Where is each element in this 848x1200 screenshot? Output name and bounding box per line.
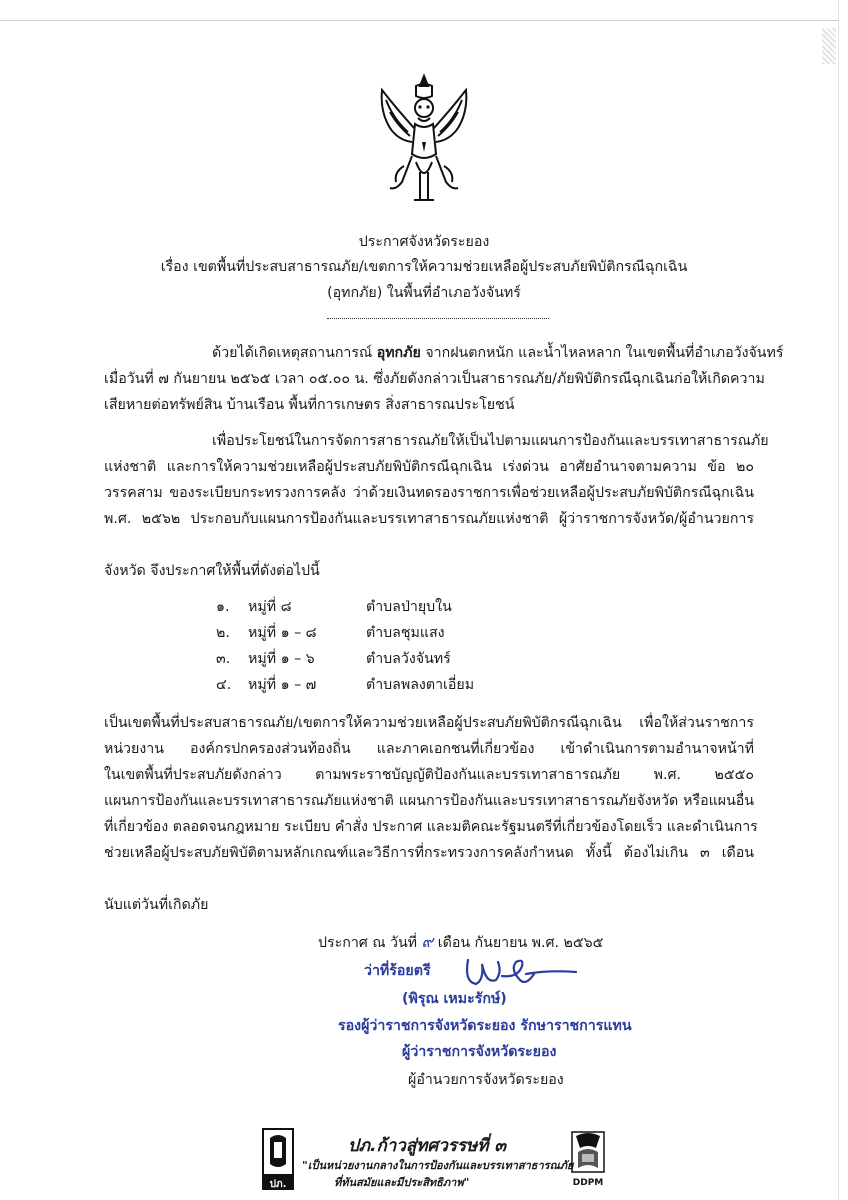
para1-line3: เสียหายต่อทรัพย์สิน บ้านเรือน พื้นที่การเกษตร สิ่งสาธารณประโยชน์ [104, 397, 515, 413]
subdistrict-name: ตำบลชุมแสง [366, 625, 445, 641]
para3-line4: แผนการป้องกันและบรรเทาสาธารณภัยแห่งชาติ แผนการป้องกันและบรรเทาสาธารณภัยจังหวัด หรือแผนอื่น [104, 793, 754, 809]
signatory-name: (พิรุณ เหมะรักษ์) [402, 991, 507, 1007]
announcement-month-year: เดือน กันยายน พ.ศ. ๒๕๖๕ [437, 935, 604, 951]
ddpm-logo-left [262, 1128, 294, 1190]
subdistrict-name: ตำบลป่ายุบใน [366, 599, 452, 615]
para1-line1 [212, 342, 784, 364]
para3-line6: ช่วยเหลือผู้ประสบภัยพิบัติตามหลักเกณฑ์และวิธีการที่กระทรวงการคลังกำหนด ทั้งนี้ ต้องไม่เกิน ๓ เดือน [104, 845, 754, 861]
announcement-prefix: ประกาศ ณ วันที่ [318, 935, 418, 951]
garuda-emblem [376, 72, 472, 208]
para3-line7: นับแต่วันที่เกิดภัย [104, 897, 209, 913]
village-range: หมู่ที่ ๘ [248, 599, 292, 615]
logo-left-text: ปภ. [269, 1179, 287, 1190]
subdistrict-name: ตำบลวังจันทร์ [366, 651, 451, 667]
signatory-rank: ว่าที่ร้อยตรี [364, 963, 431, 979]
para1-suffix: จากฝนตกหนัก และน้ำไหลหลาก ในเขตพื้นที่อำเภอวังจันทร์ [425, 345, 784, 361]
scan-border-right [838, 0, 839, 1200]
para1-prefix: ด้วยได้เกิดเหตุสถานการณ์ [212, 345, 373, 361]
para1-line2: เมื่อวันที่ ๗ กันยายน ๒๕๖๕ เวลา ๐๕.๐๐ น. ซึ่งภัยดังกล่าวเป็นสาธารณภัย/ภัยพิบัติกรณีฉุกเฉินก่อให้เกิดความ [104, 371, 765, 387]
village-range: หมู่ที่ ๑ – ๖ [248, 651, 315, 667]
subdistrict-name: ตำบลพลงตาเอี่ยม [366, 677, 475, 693]
document-subject-cont: (อุทกภัย) ในพื้นที่อำเภอวังจันทร์ [327, 285, 521, 301]
list-number: ๓. [216, 651, 231, 667]
footer-slogan-line2: ที่ทันสมัยและมีประสิทธิภาพ" [334, 1176, 470, 1189]
logo-right-text: DDPM [572, 1178, 604, 1188]
title-divider [327, 318, 549, 319]
para2-line2: แห่งชาติ และการให้ความช่วยเหลือผู้ประสบภัยพิบัติกรณีฉุกเฉิน เร่งด่วน อาศัยอำนาจตามความ ข้อ ๒๐ [104, 459, 754, 475]
para2-line5: จังหวัด จึงประกาศให้พื้นที่ดังต่อไปนี้ [104, 563, 320, 579]
para3-line5: ที่เกี่ยวข้อง ตลอดจนกฎหมาย ระเบียบ คำสั่ง ประกาศ และมติคณะรัฐมนตรีที่เกี่ยวข้องโดยเร็ว และดำเนินการ [104, 819, 758, 835]
signatory-position: รองผู้ว่าราชการจังหวัดระยอง รักษาราชการแทน [338, 1018, 632, 1034]
para3-line3: ในเขตพื้นที่ประสบภัยดังกล่าว ตามพระราชบัญญัติป้องกันและบรรเทาสาธารณภัย พ.ศ. ๒๕๕๐ [104, 767, 754, 783]
announcement-date [318, 930, 603, 955]
signatory-position-2: ผู้ว่าราชการจังหวัดระยอง [402, 1044, 557, 1060]
para2-line1: เพื่อประโยชน์ในการจัดการสาธารณภัยให้เป็นไปตามแผนการป้องกันและบรรเทาสาธารณภัย [212, 433, 769, 449]
announcement-day: ๙ [421, 932, 434, 951]
document-title: ประกาศจังหวัดระยอง [358, 234, 490, 250]
para2-line4: พ.ศ. ๒๕๖๒ ประกอบกับแผนการป้องกันและบรรเทาสาธารณภัยแห่งชาติ ผู้ว่าราชการจังหวัด/ผู้อำนวยการ [104, 511, 754, 527]
para3-line2: หน่วยงาน องค์กรปกครองส่วนท้องถิ่น และภาคเอกชนที่เกี่ยวข้อง เข้าดำเนินการตามอำนาจหน้าที่ [104, 741, 754, 757]
para2-line3: วรรคสาม ของระเบียบกระทรวงการคลัง ว่าด้วยเงินทดรองราชการเพื่อช่วยเหลือผู้ประสบภัยพิบัติกรณีฉุกเฉิน [104, 485, 754, 501]
footer-title: ปภ.ก้าวสู่ทศวรรษที่ ๓ [348, 1136, 506, 1156]
scan-border-top [0, 20, 838, 21]
ddpm-logo-right [566, 1128, 610, 1190]
list-number: ๑. [216, 599, 230, 615]
village-range: หมู่ที่ ๑ – ๘ [248, 625, 317, 641]
list-number: ๔. [216, 677, 232, 693]
signatory-position-3: ผู้อำนวยการจังหวัดระยอง [408, 1072, 564, 1088]
para3-line1: เป็นเขตพื้นที่ประสบสาธารณภัย/เขตการให้ความช่วยเหลือผู้ประสบภัยพิบัติกรณีฉุกเฉิน เพื่อให้ส่วนราชการ [104, 715, 754, 731]
scan-smudge [822, 28, 836, 64]
disaster-type: อุทกภัย [376, 345, 421, 361]
document-subject: เรื่อง เขตพื้นที่ประสบสาธารณภัย/เขตการให้ความช่วยเหลือผู้ประสบภัยพิบัติกรณีฉุกเฉิน [160, 259, 688, 275]
footer-slogan-line1: "เป็นหน่วยงานกลางในการป้องกันและบรรเทาสาธารณภัย [302, 1159, 574, 1172]
village-range: หมู่ที่ ๑ – ๗ [248, 677, 317, 693]
list-number: ๒. [216, 625, 230, 641]
